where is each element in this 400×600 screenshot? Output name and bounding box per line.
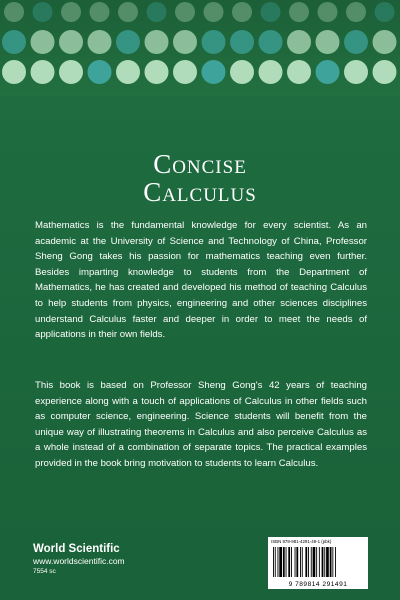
decorative-dot <box>88 60 112 84</box>
barcode-bar <box>286 547 287 577</box>
decorative-dot <box>4 2 24 22</box>
decorative-dot <box>373 30 397 54</box>
barcode-bar <box>302 547 303 577</box>
decorative-dot <box>287 60 311 84</box>
barcode-bar <box>332 547 333 577</box>
barcode-bar <box>273 547 274 577</box>
decorative-dot <box>116 30 140 54</box>
publisher-code: 7554 sc <box>33 568 56 575</box>
decorative-dot <box>61 2 81 22</box>
decorative-dot <box>259 60 283 84</box>
decorative-dot <box>59 60 83 84</box>
book-title <box>0 150 400 206</box>
decorative-dot <box>261 2 281 22</box>
barcode-number: 9 789814 291491 <box>288 581 348 588</box>
barcode-bar <box>313 547 316 577</box>
dot-pattern-band <box>0 0 400 96</box>
barcode-bar <box>308 547 309 577</box>
decorative-dot <box>287 30 311 54</box>
decorative-dot <box>147 2 167 22</box>
decorative-dot <box>232 2 252 22</box>
decorative-dot <box>230 60 254 84</box>
barcode-bar <box>322 547 324 577</box>
barcode-bar <box>278 547 279 577</box>
publisher-url: www.worldscientific.com <box>33 556 125 566</box>
barcode-bar <box>295 547 296 577</box>
barcode-bar <box>291 547 292 577</box>
decorative-dot <box>116 60 140 84</box>
decorative-dot <box>202 60 226 84</box>
decorative-dot <box>318 2 338 22</box>
barcode-panel <box>268 537 368 589</box>
decorative-dot <box>289 2 309 22</box>
decorative-dot <box>33 2 53 22</box>
decorative-dot <box>173 30 197 54</box>
barcode-bar <box>288 547 290 577</box>
decorative-dot <box>204 2 224 22</box>
isbn-label: ISBN 978-981-4291-49-1 (pbk) <box>271 539 332 544</box>
decorative-dot <box>375 2 395 22</box>
barcode-bar <box>311 547 312 577</box>
barcode-bar <box>330 547 332 577</box>
barcode-bar <box>326 547 329 577</box>
publisher-block <box>33 543 125 576</box>
description-paragraph-2 <box>35 378 367 472</box>
decorative-dot <box>373 60 397 84</box>
publisher-name: World Scientific <box>33 543 120 555</box>
decorative-dot <box>2 30 26 54</box>
barcode-bar <box>324 547 325 577</box>
decorative-dot <box>259 30 283 54</box>
barcode-bar <box>316 547 317 577</box>
decorative-dot <box>31 60 55 84</box>
title-line-2: Calculus <box>143 177 257 207</box>
description-paragraph-1 <box>35 218 367 343</box>
description-text: This book is based on Professor Sheng Gong's 42 years of teaching experience along with a touch of applications of Calculus in other fields such as computer science, engineering. Science students will benefit from the unique way of illustrating theorems in Calculus and also perceive Calculus as a whole instead of a combination of separate topics. The practical examples provided in the book bring motivation to students to learn Calculus. <box>35 380 367 469</box>
barcode-graphic <box>271 547 365 577</box>
barcode-bar <box>319 547 320 577</box>
decorative-dot <box>316 30 340 54</box>
barcode-bar <box>335 547 336 577</box>
dot-pattern-graphic <box>0 0 400 96</box>
decorative-dot <box>230 30 254 54</box>
barcode-bar <box>279 547 282 577</box>
barcode-bar <box>275 547 276 577</box>
decorative-dot <box>145 60 169 84</box>
barcode-bar <box>296 547 298 577</box>
title-line-1: Concise <box>153 149 247 179</box>
decorative-dot <box>145 30 169 54</box>
decorative-dot <box>90 2 110 22</box>
barcode-bar <box>283 547 285 577</box>
decorative-dot <box>346 2 366 22</box>
decorative-dot <box>118 2 138 22</box>
decorative-dot <box>173 60 197 84</box>
decorative-dot <box>316 60 340 84</box>
decorative-dot <box>2 60 26 84</box>
decorative-dot <box>202 30 226 54</box>
decorative-dot <box>175 2 195 22</box>
decorative-dot <box>88 30 112 54</box>
barcode-bar <box>305 547 307 577</box>
decorative-dot <box>344 30 368 54</box>
decorative-dot <box>31 30 55 54</box>
decorative-dot <box>59 30 83 54</box>
decorative-dot <box>344 60 368 84</box>
description-text: Mathematics is the fundamental knowledge for every scientist. As an academic at the University of Science and Technology of China, Professor Sheng Gong takes his passion for mathematics teaching even further. Besides imparting knowledge to students from the Department of Mathematics, he has created and developed his method of teaching Calculus to help students from physics, engineering and other sciences disciplines understand Calculus faster and deeper in order to meet the needs of applications in their own fields. <box>35 220 367 341</box>
barcode-bar <box>300 547 301 577</box>
